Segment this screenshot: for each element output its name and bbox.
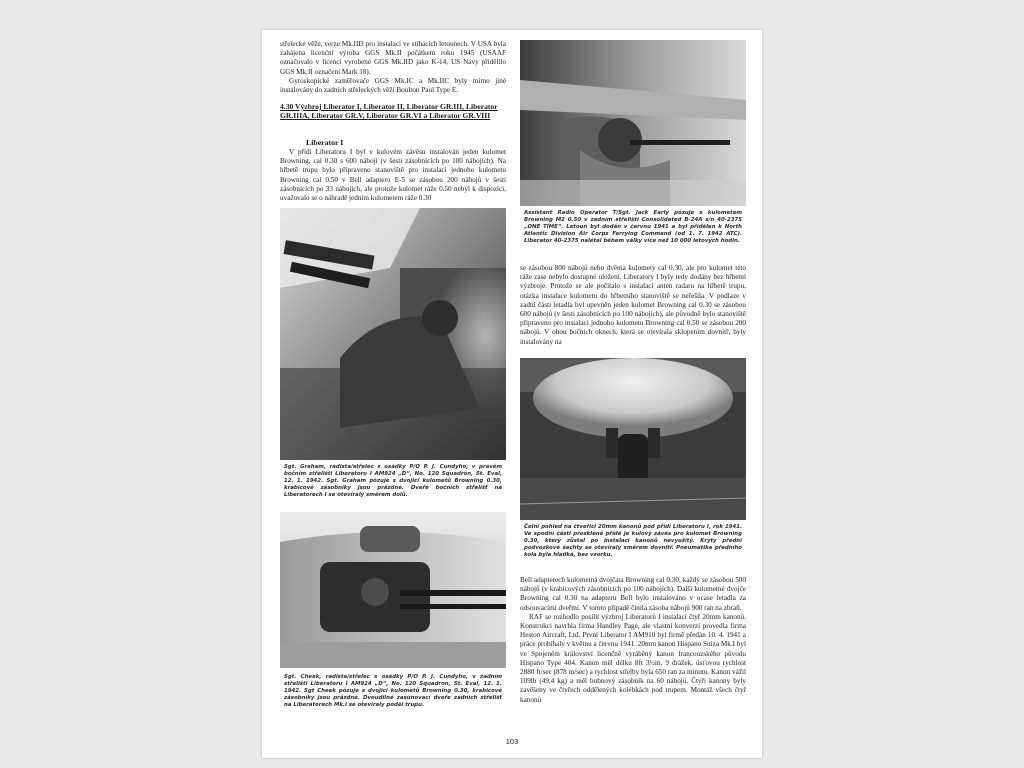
photo-side-gunner-image [280, 208, 506, 460]
photo-side-gunner [280, 208, 506, 460]
caption-cannon-front: Čelní pohled na čtveřici 20mm kanonů pod přídí Liberatoru I, rok 1941. Ve spodní části proskleně přídě je kulový závěs pro kulomet Browning 0.30, který zůstal po instalaci kanonů nevyužitý. Kryty přední podvozkové šachty se otevíraly směrem dovnitř. Pneumatika předního kola byla hladká, bez vzorku. [524, 524, 742, 559]
photo-tail-gunner [280, 512, 506, 668]
photo-tail-50cal-image [520, 40, 746, 206]
body-paragraph: Bell adapterech kulometná dvojčata Browning cal 0.30, každý se zásobou 500 nábojů (v krabicových zásobnících po 100 nábojích). Další kulometné dvojče Browning cal 0.30 na adapteru Bell bylo instalováno v ocase letadla za odsouvacími dveřmi. V tomto případě činila zásoba nábojů 900 ran na zbraň. [520, 576, 746, 612]
right-text-block-2 [520, 576, 746, 705]
subheading-liberator-i: Liberator I [306, 138, 344, 147]
photo-cannon-front-image [520, 358, 746, 520]
document-page [262, 30, 762, 758]
right-text-block-1 [520, 264, 746, 347]
photo-tail-50cal [520, 40, 746, 206]
body-paragraph: RAF se rozhodlo posílit výzbroj Liberatorů I instalací čtyř 20mm kanonů. Konstrukci navrhla firma Handley Page, ale vlastní konverzi provedla firma Heston Aircraft, Ltd. První Liberator I AM910 byl firmě předán 10. 4. 1941 a práce probíhaly v květnu a červnu 1941. 20mm kanon Hispano Suiza Mk.I byl ve Spojeném království licenčně vyráběný kanon francouzského původu Hispano Type 404. Kanon měl délku 8ft 3½in, 9 drážek, úsťovou rychlost 2880 ft/sec (878 m/sec) a rychlost střelby byla 650 ran za minutu. Kanon vážil 109lb (49,4 kg) a měl bubnový zásobník na 60 nábojů. Čtyři kanony byly zavěšeny ve čtyřech oddělených kolébkách pod trupem. Montáž všech čtyř kanonů [520, 612, 746, 704]
photo-tail-gunner-image [280, 512, 506, 668]
intro-paragraph: střelecké věže, verze Mk.IID pro instalaci ve stíhacích letounech. V USA byla zahájena licenční výroba GGS Mk.II počátkem roku 1945 (USAAF označovalo v licenci vyrobené GGS Mk.IID jako K-14, US Navy přidělilo GGS Mk.II označení Mark 18). [280, 40, 506, 76]
intro-paragraph: Gyroskopické zaměřovače GGS Mk.IC a Mk.IIC byly mimo jiné instalovány do zadních střeleckých věží Boulton Paul Type E. [280, 76, 506, 95]
caption-tail-50cal: Assistant Radio Operator T/Sgt. Jack Early pózuje s kulometem Browning M2 0.50 v zadním střelišti Consolidated B-24A s/n 40-2375 „ONE TIME“. Letoun byl dodán v červnu 1941 a byl přidělen k North Atlantic Division Air Corps Ferrying Command (od 1. 7. 1942 ATC). Liberator 40-2375 nalétal během války více než 10 000 letových hodin. [524, 210, 742, 245]
caption-tail-gunner: Sgt. Cheek, radista/střelec s osádky P/O P. J. Cundyho, v zadním střelišti Liberatoru I AM924 „D“, No. 120 Squadron, St. Eval, 12. 1. 1942. Sgt Cheek pózuje s dvojicí kulometů Browning 0.30, krabicové zásobníky jsou prázdné. Dvoudílné zasunovací dveře zadních střelišť na Liberatorech Mk.I se otevíraly podél trupu. [284, 674, 502, 709]
caption-side-gunner: Sgt. Graham, radista/střelec s osádky P/O P. J. Cundyho, v pravém bočním střelišti Liberatoru I AM924 „D“, No. 120 Squadron, St. Eval, 12. 1. 1942. Sgt. Graham pózuje s dvojicí kulometů Browning 0.30, krabicové zásobníky jsou prázdné. Dveře bočních střelišť na Liberatorech I se otevíraly směrem dolů. [284, 464, 502, 499]
photo-cannon-front [520, 358, 746, 520]
left-intro-block [280, 40, 506, 95]
page-number: 103 [505, 737, 519, 746]
left-body-block [280, 148, 506, 203]
section-heading: 4.30 Výzbroj Liberator I, Liberator II, Liberator GR.III, Liberator GR.IIIA, Liberator GR.V, Liberator GR.VI a Liberator GR.VIII [280, 102, 498, 121]
body-paragraph: se zásobou 800 nábojů nebo dvěma kulomety cal 0.30, ale pro kulomet této ráže zase nebylo dostupné uložení. Liberatory I byly tedy dodány bez hřbetní výzbroje. Protože se ale počítalo s instalací antén radaru na hřbetě trupu, otázka instalace kulometu do hřbetního stanoviště se neřešila. V podlaze v zadní části letadla byl upevněn jeden kulomet Browning cal 0.30 se zásobou 600 nábojů (v šesti zásobnících po 100 nábojích), ale původně bylo stanoviště připraveno pro instalaci jednoho kulometu Browning cal 0.50 se zásobou 200 nábojů. V obou bočních oknech, která se otevírala sklopením dovnitř, byly instalovány na [520, 264, 746, 346]
body-paragraph: V přídi Liberatoru I byl v kulovém závěsu instalován jeden kulomet Browning, cal 0.30 s 600 náboji (v šesti zásobnících po 100 nábojích). Na hřbetě trupu bylo připraveno stanoviště pro instalaci jednoho kulometu Browning cal 0.50 v Bell adapteru E-5 se zásobou 200 nábojů v šesti zásobnících po 33 nábojích, ale protože kulomet ráže 0.50 nebyl k dispozici, uvažovalo se o náhradě jedním kulometem ráže 0.30 [280, 148, 506, 203]
